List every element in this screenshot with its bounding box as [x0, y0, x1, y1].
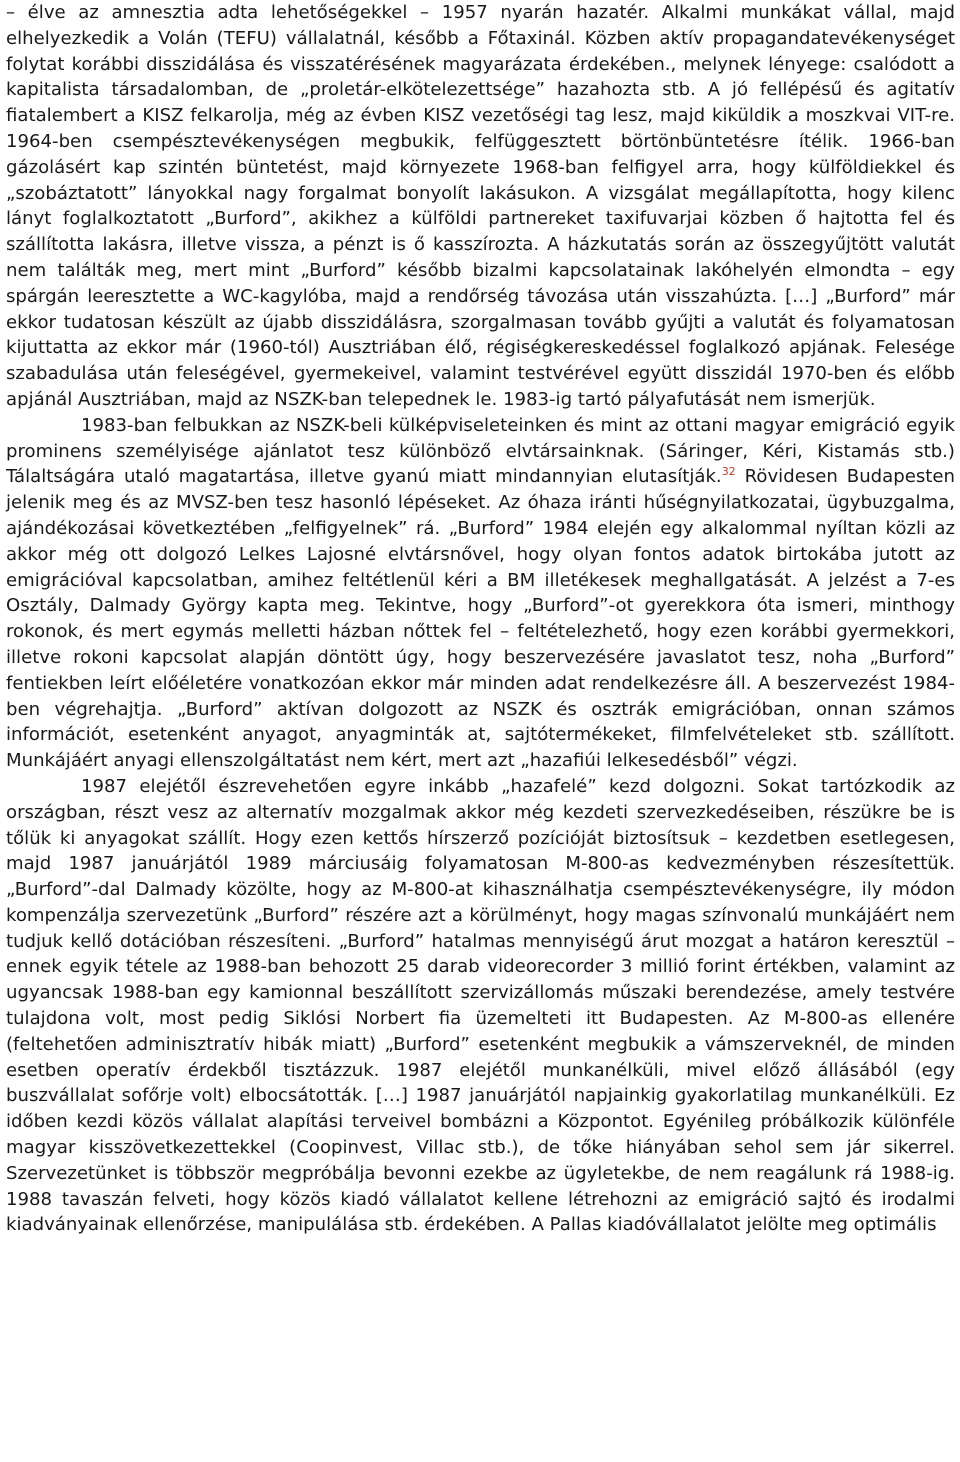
paragraph-3: 1987 elejétől észrevehetően egyre inkább „hazafelé” kezd dolgozni. Sokat tartózkodik az országban, részt vesz az alternatív mozgalmak akkor még kezdeti szervezkedéseiben, részükre be is tőlük ki anyagokat szállít. Hogy ezen kettős hírszerző pozícióját biztosítsuk – kezdetben esetlegesen, majd 1987 januárjától 1989 márciusáig folyamatosan M-800-as kedvezményben részesítettük. „Burford”-dal Dalmady közölte, hogy az M-800-at kihasználhatja csempésztevékenységre, ily módon kompenzálja szervezetünk „Burford” részére azt a körülményt, hogy magas színvonalú munkájáért nem tudjuk kellő dotációban részesíteni. „Burford” hatalmas mennyiségű árut mozgat a határon keresztül – ennek egyik tétele az 1988-ban behozott 25 darab videorecorder 3 millió forint értékben, valamint az ugyancsak 1988-ban egy kamionnal beszállított szervizállomás műszaki berendezése, amely testvére tulajdona volt, most pedig Siklósi Norbert fia üzemelteti itt Budapesten. Az M-800-as ellenére (feltehetően adminisztratív hibák miatt) „Burford” esetenként megbukik a vámszerveknél, de minden esetben operatív érdekből tisztázzuk. 1987 elejétől munkanélküli, mivel előző állásából (egy buszvállalat sofőrje volt) elbocsátották. […] 1987 januárjától napjainkig gyakorlatilag munkanélküli. Ez időben kezdi közös vállalat alapítási terveivel bombázni a Központot. Egyénileg próbálkozik különféle magyar kisszövetkezettekkel (Coopinvest, Villac stb.), de tőke hiányában sehol sem jár sikerrel. Szervezetünket is többször megpróbálja bevonni ezekbe az ügyletekbe, de nem reagálunk rá 1988-ig. 1988 tavaszán felveti, hogy közös kiadó vállalatot kellene létrehozni az emigráció sajtó és irodalmi kiadványainak ellenőrzése, manipulálása stb. érdekében. A Pallas kiadóvállalatot jelölte meg optimális	[6, 775, 955, 1236]
footnote-marker[interactable]: 32	[721, 465, 736, 479]
paragraph-1: – élve az amnesztia adta lehetőségekkel – 1957 nyarán hazatér. Alkalmi munkákat vállal, majd elhelyezkedik a Volán (TEFU) vállalatnál, később a Főtaxinál. Közben aktív propagandatevékenységet folytat korábbi disszidálása és visszatérésének magyarázata érdekében., melynek lényege: csalódott a kapitalista társadalomban, de „proletár-elkötelezettsége” hazahozta stb. A jó fellépésű és agitatív fiatalembert a KISZ felkarolja, még az évben KISZ vezetőségi tag lesz, majd kiküldik a moszkvai VIT-re. 1964-ben csempésztevékenységen megbukik, felfüggesztett börtönbüntetésre ítélik. 1966-ban gázolásért kap szintén büntetést, majd környezete 1968-ban felfigyel arra, hogy külföldiekkel és „szobáztatott” lányokkal nagy forgalmat bonyolít lakásukon. A vizsgálat megállapította, hogy kilenc lányt foglalkoztatott „Burford”, akikhez a külföldi partnereket taxifuvarjai közben ő hajtotta fel és szállította lakásra, illetve vissza, a pénzt is ő kasszírozta. A házkutatás során az összegyűjtött valutát nem találták meg, mert mint „Burford” később bizalmi kapcsolatainak lakóhelyén elmondta – egy spárgán leeresztette a WC-kagylóba, majd a rendőrség távozása után visszahúzta. […] „Burford” már ekkor tudatosan készült az újabb disszidálásra, szorgalmasan tovább gyűjti a valutát és folyamatosan kijuttatta az ekkor már (1960-tól) Ausztriában élő, régiségkereskedéssel foglalkozó apjának. Felesége szabadulása után feleségével, gyermekeivel, valamint testvérével együtt disszidál 1970-ben és előbb apjánál Ausztriában, majd az NSZK-ban telepednek le. 1983-ig tartó pályafutását nem ismerjük.	[6, 2, 955, 410]
paragraph-2-text-after-footnote: Rövidesen Budapesten jelenik meg és az MVSZ-ben tesz hasonló lépéseket. Az óhaza iránti hűségnyilatkozatai, ügybuzgalma, ajándékozásai következtében „felfigyelnek” rá. „Burford” 1984 elején egy alkalommal nyíltan közli az akkor még ott dolgozó Lelkes Lajosné elvtársnővel, hogy olyan fontos adatok birtokába jutott az emigrációval kapcsolatban, amihez feltétlenül kéri a BM illetékesek meghallgatását. A jelzést a 7-es Osztály, Dalmady György kapta meg. Tekintve, hogy „Burford”-ot gyerekkora óta ismeri, minthogy rokonok, és mert egymás melletti házban nőttek fel – feltételezhető, hogy ezen korábbi gyermekkori, illetve rokoni kapcsolat alapján döntött úgy, hogy beszervezésére javaslatot tesz, noha „Burford” fentiekben leírt előéletére vonatkozóan ekkor már minden adat rendelkezésre áll. A beszervezést 1984-ben végrehajtja. „Burford” aktívan dolgozott az NSZK és osztrák emigrációban, onnan számos információt, esetenként anyagot, anyagminták at, sajtótermékeket, filmfelvételeket stb. szállított. Munkájáért anyagi ellenszolgáltatást nem kért, mert azt „hazafiúi lelkesedésből” végzi.	[6, 466, 955, 772]
paragraph-2	[6, 413, 955, 774]
paragraph-2-text-before-footnote: 1983-ban felbukkan az NSZK-beli külképviseleteinken és mint az ottani magyar emigráció egyik prominens személyisége ajánlatot tesz különböző elvtársainknak. (Sáringer, Kéri, Kistamás stb.) Tálaltságára utaló magatartása, illetve gyanú miatt mindannyian elutasítják.	[6, 414, 955, 488]
